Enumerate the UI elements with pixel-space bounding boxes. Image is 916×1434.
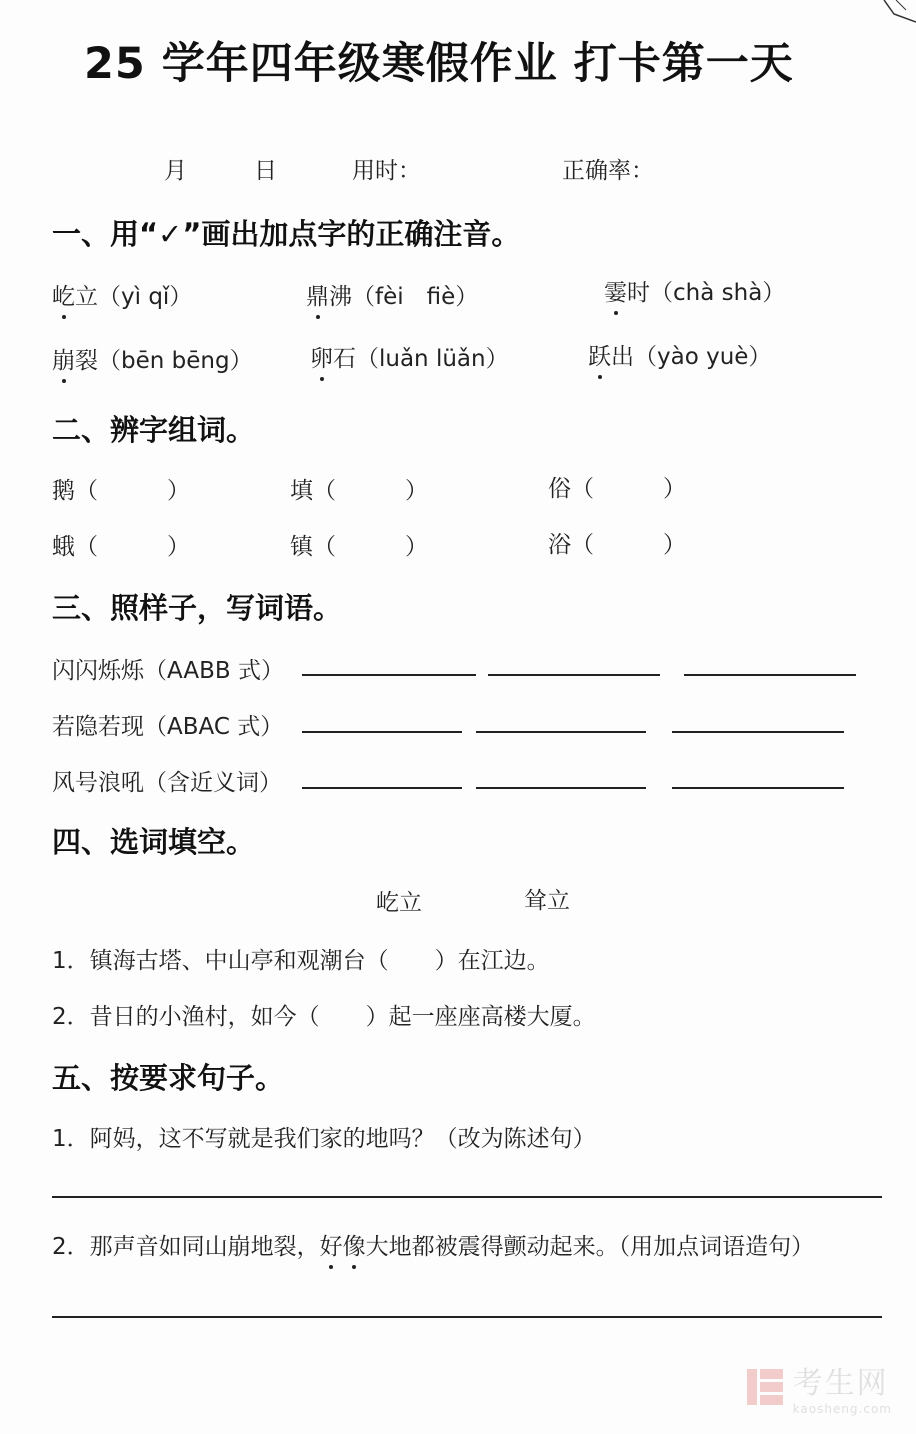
pinyin-item-6: 跃出（yào yuè）	[588, 338, 771, 371]
section-4-heading: 四、选词填空。	[52, 825, 256, 859]
pinyin-item-5: 卵石（luǎn lüǎn）	[310, 340, 509, 373]
time-label: 用时：	[352, 158, 421, 184]
answer-line[interactable]	[476, 731, 646, 733]
section-3-heading: 三、照样子，写词语。	[52, 591, 343, 625]
pattern-row-3-label: 风号浪吼（含近义词）	[52, 770, 282, 796]
sentence-question-1: 1．阿妈，这不写就是我们家的地吗？（改为陈述句）	[52, 1126, 596, 1152]
word-group-item: 填（ ）	[290, 478, 428, 504]
word-choice-2: 耸立	[524, 888, 570, 914]
section-2-heading: 二、辨字组词。	[52, 413, 256, 447]
watermark-logo-icon	[745, 1367, 785, 1407]
month-label: 月	[164, 158, 187, 184]
answer-line[interactable]	[302, 787, 462, 789]
pinyin-item-4: 崩裂（bēn bēng）	[52, 342, 253, 375]
page-corner-mark	[866, 0, 916, 30]
answer-line[interactable]	[488, 674, 660, 676]
sentence-question-2: 2．那声音如同山崩地裂，好像大地都被震得颤动起来。（用加点词语造句）	[52, 1228, 814, 1261]
word-choice-1: 屹立	[376, 890, 422, 916]
accuracy-label: 正确率：	[562, 158, 654, 184]
answer-line[interactable]	[302, 731, 462, 733]
word-group-item: 蛾（ ）	[52, 534, 190, 560]
watermark-text: 考生网	[792, 1366, 889, 1401]
pinyin-item-3: 霎时（chà shà）	[604, 274, 785, 307]
pinyin-item-1: 屹立（yì qǐ）	[52, 278, 192, 311]
section-1-heading: 一、用“✓”画出加点字的正确注音。	[52, 217, 521, 251]
pattern-row-2-label: 若隐若现（ABAC 式）	[52, 714, 284, 740]
answer-line[interactable]	[52, 1196, 882, 1198]
word-group-item: 镇（ ）	[290, 534, 428, 560]
day-label: 日	[254, 158, 277, 184]
fill-question-2: 2．昔日的小渔村，如今（ ）起一座座高楼大厦。	[52, 1004, 596, 1030]
word-group-item: 鹅（ ）	[52, 478, 190, 504]
watermark-url: kaosheng.com	[792, 1402, 892, 1416]
answer-line[interactable]	[52, 1316, 882, 1318]
answer-line[interactable]	[302, 674, 476, 676]
fill-question-1: 1．镇海古塔、中山亭和观潮台（ ）在江边。	[52, 948, 550, 974]
pattern-row-1-label: 闪闪烁烁（AABB 式）	[52, 658, 284, 684]
answer-line[interactable]	[672, 731, 844, 733]
section-5-heading: 五、按要求句子。	[52, 1061, 285, 1095]
watermark	[745, 1358, 892, 1416]
answer-line[interactable]	[672, 787, 844, 789]
word-group-item: 俗（ ）	[548, 476, 686, 502]
answer-line[interactable]	[684, 674, 856, 676]
answer-line[interactable]	[476, 787, 646, 789]
page-title: 25 学年四年级寒假作业 打卡第一天	[84, 39, 794, 89]
word-group-item: 浴（ ）	[548, 532, 686, 558]
pinyin-item-2: 鼎沸（fèi fiè）	[306, 278, 478, 311]
